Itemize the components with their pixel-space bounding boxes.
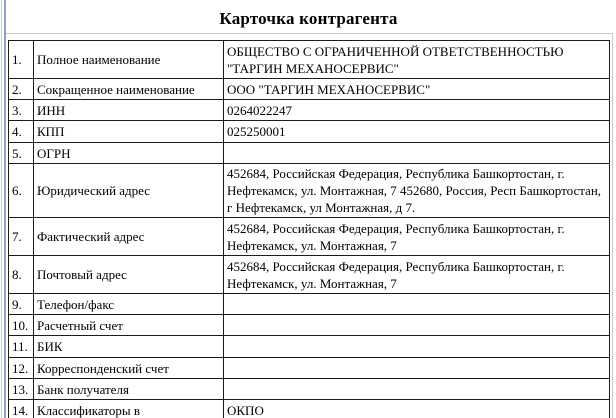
table-row [9,336,610,358]
field-value: 025250001 [224,121,610,143]
field-value [224,379,610,400]
table-row [9,379,610,400]
page-edge-line [1,0,2,418]
text-boundary-top-line [6,33,613,34]
counterparty-table [8,40,610,418]
field-label: ИНН [34,100,224,121]
row-number: 9. [9,294,34,315]
table-row [9,358,610,379]
field-value: ОКПО [224,400,610,418]
table-row [9,100,610,121]
field-label: Банк получателя [34,379,224,400]
row-number: 1. [9,41,34,79]
field-value [224,358,610,379]
field-value: 452684, Российская Федерация, Республика Башкортостан, г. Нефтекамск, ул. Монтажная, 7 [224,256,610,294]
field-label: ОГРН [34,143,224,164]
field-label: Почтовый адрес [34,256,224,294]
text-boundary-right-line [612,33,613,418]
field-value [224,336,610,358]
row-number: 8. [9,256,34,294]
field-value: 452684, Российская Федерация, Республика Башкортостан, г. Нефтекамск, ул. Монтажная, 7 [224,218,610,256]
field-label: КПП [34,121,224,143]
field-value [224,315,610,336]
row-number: 3. [9,100,34,121]
table-row [9,294,610,315]
field-value: 452684, Российская Федерация, Республика Башкортостан, г. Нефтекамск, ул. Монтажная, 7 452680, Россия, Респ Башкортостан, г Нефтекамск, ул Монтажная, д 7. [224,164,610,218]
row-number: 12. [9,358,34,379]
page-title: Карточка контрагента [219,9,398,28]
field-label: Сокращенное наименование [34,79,224,100]
field-label: Фактический адрес [34,218,224,256]
table-row [9,256,610,294]
table-row [9,79,610,100]
field-value: ООО "ТАРГИН МЕХАНОСЕРВИС" [224,79,610,100]
table-row [9,164,610,218]
field-label: Телефон/факс [34,294,224,315]
row-number: 10. [9,315,34,336]
field-value [224,143,610,164]
field-label: БИК [34,336,224,358]
row-number: 13. [9,379,34,400]
field-label: Классификаторы в [34,400,224,418]
row-number: 5. [9,143,34,164]
field-label: Юридический адрес [34,164,224,218]
row-number: 11. [9,336,34,358]
table-row [9,143,610,164]
table-row [9,400,610,418]
table-row [9,121,610,143]
row-number: 6. [9,164,34,218]
text-boundary-left-line [4,0,6,418]
field-value: 0264022247 [224,100,610,121]
table-row [9,218,610,256]
row-number: 14. [9,400,34,418]
field-label: Полное наименование [34,41,224,79]
row-number: 2. [9,79,34,100]
table-row [9,315,610,336]
field-label: Расчетный счет [34,315,224,336]
row-number: 4. [9,121,34,143]
field-value [224,294,610,315]
table-row [9,41,610,79]
row-number: 7. [9,218,34,256]
field-label: Корреспонденский счет [34,358,224,379]
field-value: ОБЩЕСТВО С ОГРАНИЧЕННОЙ ОТВЕТСТВЕННОСТЬЮ "ТАРГИН МЕХАНОСЕРВИС" [224,41,610,79]
